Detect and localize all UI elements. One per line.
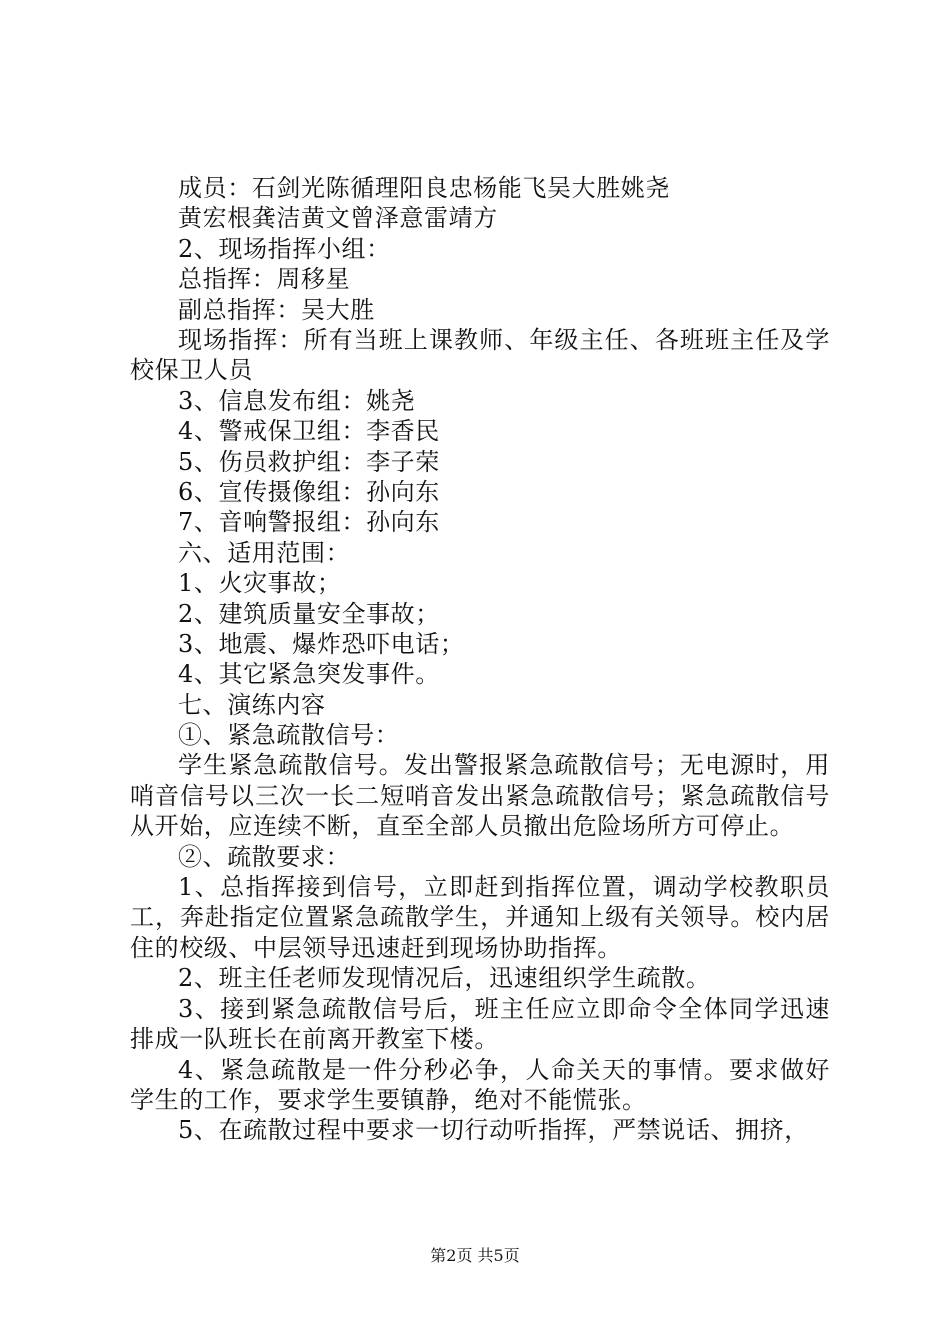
- requirement-paragraph-5: 5、在疏散过程中要求一切行动听指挥，严禁说话、拥挤，: [178, 1116, 809, 1145]
- deputy-commander-line: 副总指挥：吴大胜: [178, 295, 375, 324]
- scope-item-other: 4、其它紧急突发事件。: [178, 660, 440, 689]
- drill-content-heading: 七、演练内容: [178, 690, 326, 719]
- requirements-heading: ②、疏散要求：: [178, 842, 351, 871]
- members-line-2: 黄宏根龚洁黄文曾泽意雷靖方: [178, 204, 498, 233]
- chief-commander-line: 总指挥：周移星: [178, 265, 351, 294]
- requirement-paragraph-3: 3、接到紧急疏散信号后，班主任应立即命令全体同学迅速排成一队班长在前离开教室下楼。: [130, 994, 830, 1054]
- requirement-paragraph-1: 1、总指挥接到信号，立即赶到指挥位置，调动学校教职员工，奔赴指定位置紧急疏散学生，并通知上级有关领导。校内居住的校级、中层领导迅速赶到现场协助指挥。: [130, 873, 830, 962]
- camera-group-line: 6、宣传摄像组：孙向东: [178, 477, 440, 506]
- members-line-1: 成员：石剑光陈循理阳良忠杨能飞吴大胜姚尧: [178, 174, 670, 202]
- rescue-group-line: 5、伤员救护组：李子荣: [178, 447, 440, 476]
- scope-item-earthquake: 3、地震、爆炸恐吓电话；: [178, 629, 465, 658]
- security-group-line: 4、警戒保卫组：李香民: [178, 417, 440, 446]
- alarm-group-line: 7、音响警报组：孙向东: [178, 508, 440, 537]
- scope-heading: 六、适用范围：: [178, 538, 351, 567]
- requirement-paragraph-4: 4、紧急疏散是一件分秒必争，人命关天的事情。要求做好学生的工作，要求学生要镇静，绝对不能慌张。: [130, 1055, 830, 1114]
- onsite-command-heading: 2、现场指挥小组：: [178, 234, 391, 263]
- signal-paragraph: 学生紧急疏散信号。发出警报紧急疏散信号；无电源时，用哨音信号以三次一长二短哨音发出紧急疏散信号；紧急疏散信号从开始，应连续不断，直至全部人员撤出危险场所方可停止。: [130, 751, 830, 841]
- page-footer: 第2页 共5页: [430, 1246, 520, 1265]
- document-body: [130, 173, 830, 1146]
- onsite-commanders-paragraph: 现场指挥：所有当班上课教师、年级主任、各班班主任及学校保卫人员: [130, 325, 830, 385]
- scope-item-building: 2、建筑质量安全事故；: [178, 599, 440, 628]
- scope-item-fire: 1、火灾事故；: [178, 569, 342, 598]
- info-release-group-line: 3、信息发布组：姚尧: [178, 386, 416, 415]
- requirement-paragraph-2: 2、班主任老师发现情况后，迅速组织学生疏散。: [178, 964, 711, 993]
- signal-heading: ①、紧急疏散信号：: [178, 721, 400, 750]
